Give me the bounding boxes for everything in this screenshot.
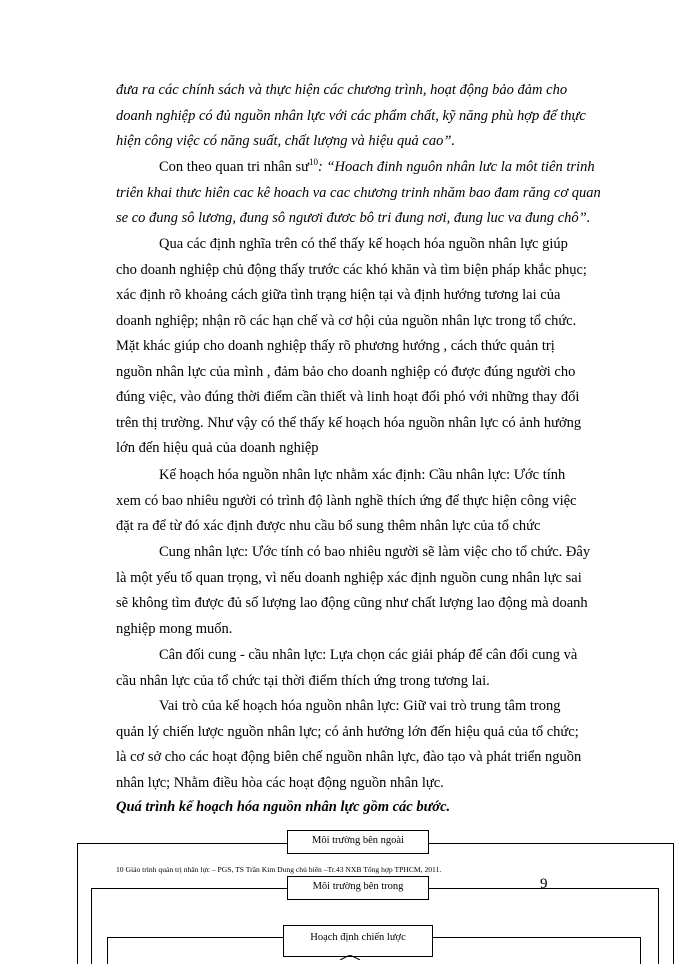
- text-line: doanh nghiệp có đủ nguồn nhân lực với các phẩm chất, kỹ năng phù hợp để thực: [116, 107, 586, 124]
- paragraph-4: [116, 463, 632, 540]
- text-line: đúng việc, vào đúng thời điểm cần thiết và linh hoạt đối phó với những thay đổi: [116, 389, 580, 405]
- text-line: nghiệp mong muốn.: [116, 620, 233, 637]
- text-line: trên thị trường. Như vậy có thể thấy kế hoạch hóa nguồn nhân lực có ảnh hưởng: [116, 414, 582, 431]
- text-line: doanh nghiệp; nhận rõ các hạn chế và cơ hội của nguồn nhân lực trong tổ chức.: [116, 312, 577, 329]
- text-line: cầu nhân lực của tổ chức tại thời điểm thích ứng trong tương lai.: [116, 672, 490, 689]
- paragraph-3: [116, 232, 632, 462]
- text-line: Cung nhân lực: Ước tính có bao nhiêu người sẽ làm việc cho tổ chức. Đây: [159, 544, 591, 560]
- arrow-down-icon: [338, 955, 362, 960]
- text-line: nhân lực; Nhằm điều hòa các hoạt động nguồn nhân lực.: [116, 774, 444, 791]
- text-line: lớn đến hiệu quả của doanh nghiệp: [116, 440, 319, 456]
- text-line: [116, 155, 632, 181]
- text-line: hiện công việc có năng suất, chất lượng và hiệu quả cao”.: [116, 133, 456, 149]
- text-line: là một yếu tố quan trọng, vì nếu doanh nghiệp xác định nguồn cung nhân lực sai: [116, 569, 582, 586]
- strategic-planning-box: Hoạch định chiến lược: [283, 925, 433, 957]
- text-line: cho doanh nghiệp chủ động thấy trước các khó khăn và tìm biện pháp khắc phục;: [116, 261, 587, 278]
- internal-environment-box: Môi trường bên trong: [287, 876, 429, 900]
- page-number: 9: [540, 876, 548, 892]
- text-line: Kế hoạch hóa nguồn nhân lực nhằm xác định: Cầu nhân lực: Ước tính: [159, 467, 566, 483]
- text-line: Qua các định nghĩa trên có thể thấy kế hoạch hóa nguồn nhân lực giúp: [159, 236, 568, 252]
- text-line: là cơ sở cho các hoạt động biên chế nguồn nhân lực, đào tạo và phát triển nguồn: [116, 749, 582, 765]
- text-line: xác định rõ khoảng cách giữa tình trạng hiện tại và định hướng tương lai của: [116, 287, 561, 303]
- paragraph-7: [116, 694, 632, 796]
- external-environment-box: Môi trường bên ngoài: [287, 830, 429, 854]
- text-line: triên khai thưc hiên cac kê hoach va cac chương trinh nhăm bao đam răng cơ quan: [116, 184, 601, 201]
- footnote-reference[interactable]: 10: [309, 157, 319, 168]
- paragraph-1: [116, 78, 632, 155]
- text-line: se co đung sô lương, đung sô ngươi đươc bô tri đung nơi, đung luc va đung chô”.: [116, 210, 591, 226]
- text-line: sẽ không tìm được đủ số lượng lao động cũng như chất lượng lao động mà doanh: [116, 595, 588, 611]
- text-line: nguồn nhân lực của mình , đảm bảo cho doanh nghiệp có được đúng người cho: [116, 363, 576, 380]
- quote-start: : “Hoach đinh nguôn nhân lưc la môt tiên trinh: [318, 159, 595, 175]
- footnote: 10 Giáo trình quản trị nhân lực – PGS, TS Trần Kim Dung chủ biên –Tr.43 NXB Tổng hợp TPHCM, 2011.: [116, 865, 442, 874]
- paragraph-5: [116, 540, 632, 642]
- section-heading: Quá trình kế hoạch hóa nguồn nhân lực gồm các bước.: [116, 799, 451, 815]
- text-line: đưa ra các chính sách và thực hiện các chương trình, hoạt động bảo đảm cho: [116, 82, 568, 98]
- paragraph-6: [116, 643, 632, 694]
- text-line: đặt ra để từ đó xác định được nhu cầu bổ sung thêm nhân lực của tổ chức: [116, 518, 541, 534]
- text-line: Mặt khác giúp cho doanh nghiệp thấy rõ phương hướng , cách thức quản trị: [116, 338, 555, 354]
- text-line: xem có bao nhiêu người có trình độ lành nghề thích ứng để thực hiện công việc: [116, 492, 577, 509]
- text-line: Vai trò của kế hoạch hóa nguồn nhân lực: Giữ vai trò trung tâm trong: [159, 698, 561, 714]
- paragraph-2: [116, 155, 632, 232]
- paragraph-lead: Con theo quan tri nhân sư: [159, 159, 310, 175]
- text-line: quản lý chiến lược nguồn nhân lực; có ảnh hưởng lớn đến hiệu quả của tổ chức;: [116, 723, 579, 740]
- text-line: Cân đối cung - cầu nhân lực: Lựa chọn các giải pháp để cân đối cung và: [159, 647, 578, 663]
